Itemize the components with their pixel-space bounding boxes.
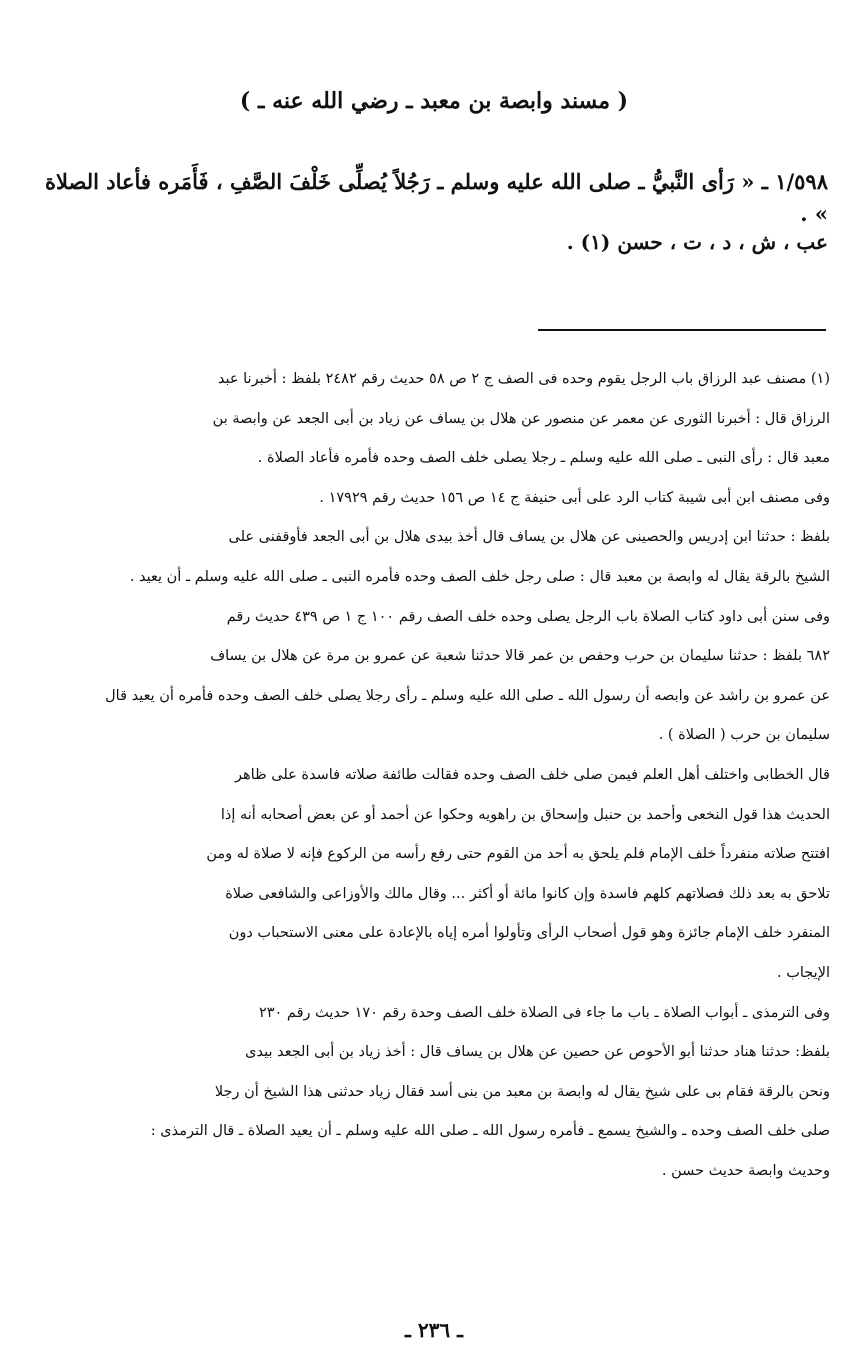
footnote-line: الرزاق قال : أخبرنا الثورى عن معمر عن منصور عن هلال بن يساف عن زياد بن أبى الجعد عن وابصة بن [212, 410, 830, 427]
footnote-line: افتتح صلاته منفرداً خلف الإمام فلم يلحق به أحد من القوم حتى رفع رأسه من الركوع فإنه لا صلاة له ومن [206, 846, 830, 863]
footnote-line: بلفظ: حدثنا هناد حدثنا أبو الأحوص عن حصين عن هلال بن يساف قال : أخذ زياد بن أبى الجعد بيدى [245, 1044, 830, 1061]
footnote-line: وفى مصنف ابن أبى شيبة كتاب الرد على أبى حنيفة ج ١٤ ص ١٥٦ حديث رقم ١٧٩٢٩ . [319, 489, 830, 506]
footnote-divider [538, 329, 826, 331]
footnote-line: بلفظ : حدثنا ابن إدريس والحصينى عن هلال بن يساف قال أخذ بيدى هلال بن أبى الجعد فأوقفنى على [228, 529, 830, 546]
footnotes [40, 368, 830, 1199]
footnote-line: تلاحق به بعد ذلك فصلاتهم كلهم فاسدة وإن كانوا مائة أو أكثر ... وقال مالك والأوزاعى والشافعى صلاة [225, 885, 830, 902]
page-number: ـ ٢٣٦ ـ [405, 1318, 463, 1342]
footnote-line: (١) مصنف عبد الرزاق باب الرجل يقوم وحده فى الصف ج ٢ ص ٥٨ حديث رقم ٢٤٨٢ بلفظ : أخبرنا عبد [217, 371, 830, 387]
footnote-line: الشيخ بالرقة يقال له وابصة بن معبد قال : صلى رجل خلف الصف وحده فأمره النبى ـ صلى الله عليه وسلم ـ أن يعيد . [129, 568, 830, 585]
section-heading: ( مسند وابصة بن معبد ـ رضي الله عنه ـ ) [239, 88, 629, 114]
footnote-line: وحديث وابصة حديث حسن . [661, 1162, 830, 1179]
footnote-line: الحديث هذا قول النخعى وأحمد بن حنبل وإسحاق بن راهويه وحكوا عن أحمد أو عن بعض أصحابه أنه إذا [220, 806, 830, 823]
footnote-line: ونحن بالرقة فقام بى على شيخ يقال له وابصة بن معبد من بنى أسد فقال زياد حدثنى هذا الشيخ أن رجلا [214, 1083, 830, 1100]
footnote-line: عن عمرو بن راشد عن وابصه أن رسول الله ـ صلى الله عليه وسلم ـ رأى رجلا يصلى خلف الصف وحده فأمره أن يعيد قال [105, 687, 830, 704]
footnote-line: وفى الترمذى ـ أبواب الصلاة ـ باب ما جاء فى الصلاة خلف الصف وحدة رقم ١٧٠ حديث رقم ٢٣٠ [258, 1004, 830, 1021]
footnote-line: سليمان بن حرب ( الصلاة ) . [658, 727, 830, 744]
footnote-line: وفى سنن أبى داود كتاب الصلاة باب الرجل يصلى وحده خلف الصف رقم ١٠٠ ج ١ ص ٤٣٩ حديث رقم [226, 608, 830, 625]
footnote-line: المنفرد خلف الإمام جائزة وهو قول أصحاب الرأى وتأولوا أمره إياه بالإعادة على معنى الاستحباب دون [228, 925, 830, 942]
hadith-references: عب ، ش ، د ، ت ، حسن (١) . [566, 230, 828, 254]
hadith-text: ١/٥٩٨ ـ « رَأى النَّبيُّ ـ صلى الله عليه وسلم ـ رَجُلاً يُصلِّى خَلْفَ الصَّفِ ، فَأَمَره فأعاد الصلاة » . [44, 169, 828, 226]
footnote-line: قال الخطابى واختلف أهل العلم فيمن صلى خلف الصف وحده فقالت طائفة صلاته فاسدة على ظاهر [235, 766, 830, 783]
footnote-line: معبد قال : رأى النبى ـ صلى الله عليه وسلم ـ رجلا يصلى خلف الصف وحده فأمره فأعاد الصلاة . [257, 450, 830, 467]
footnote-line: صلى خلف الصف وحده ـ والشيخ يسمع ـ فأمره رسول الله ـ صلى الله عليه وسلم ـ أن يعيد الصلاة ـ قال الترمذى : [150, 1123, 830, 1140]
footnote-line: ٦٨٢ بلفظ : حدثنا سليمان بن حرب وحفص بن عمر قالا حدثنا شعبة عن عمرو بن مرة عن هلال بن يساف [210, 648, 830, 665]
footnote-line: الإيجاب . [777, 964, 830, 981]
